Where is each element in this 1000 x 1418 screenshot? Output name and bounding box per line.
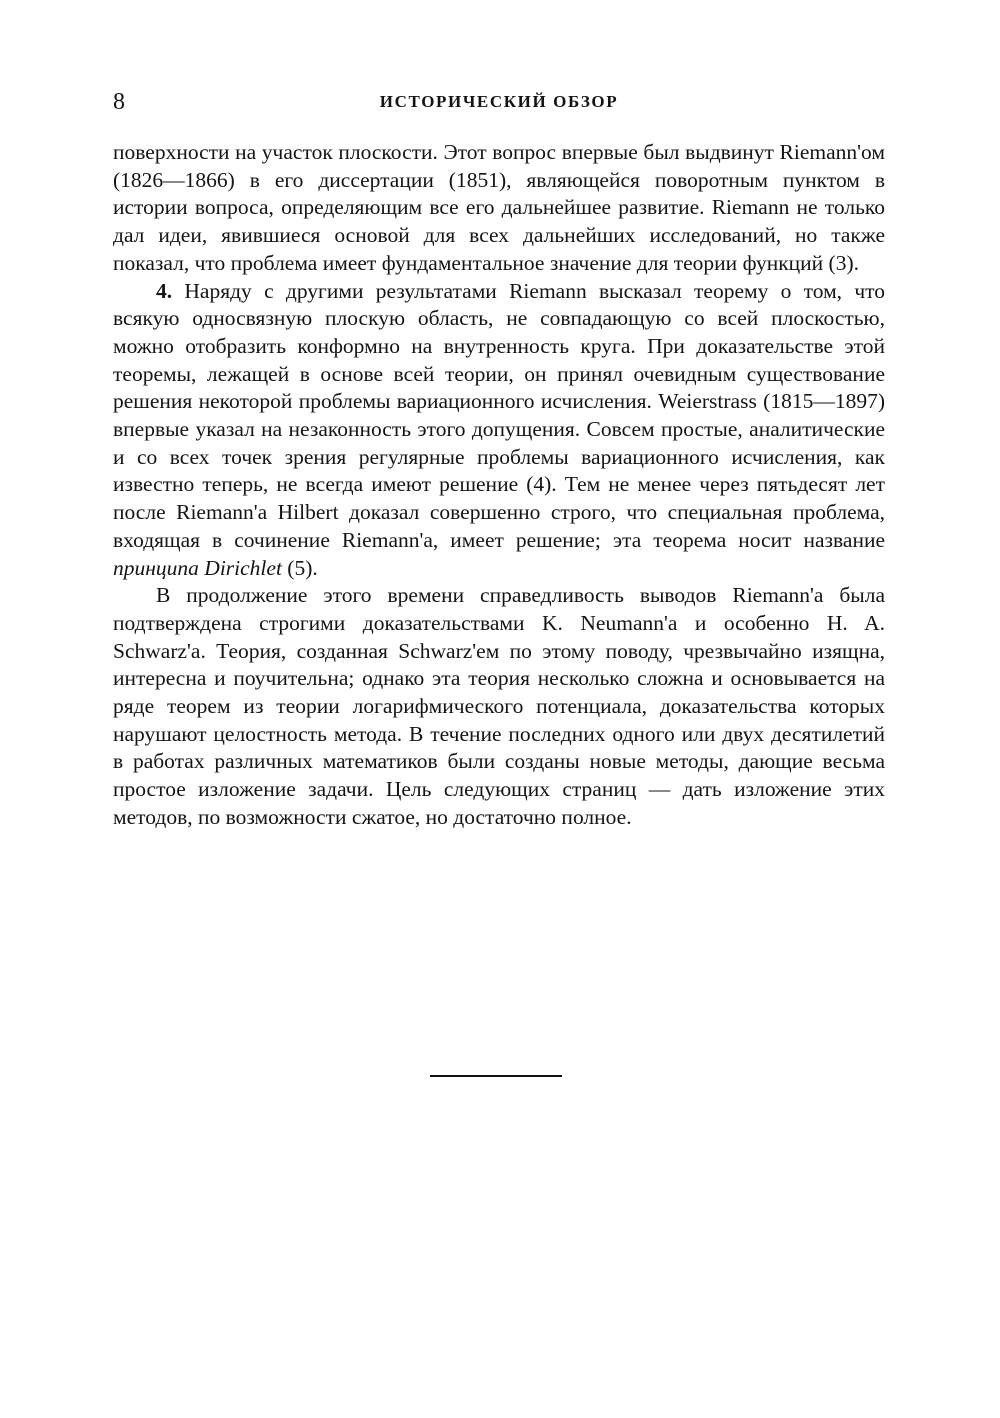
paragraph-history: В продолжение этого времени справедливость выводов Riemann'a была подтверждена строгими доказательствами K. Neumann'a и особенно H. A. Schwarz'a. Теория, созданная Schwarz'ем по этому поводу, чрезвычайно изящна, интересна и поучительна; однако эта теория несколько сложна и основывается на ряде теорем из теории логарифмического потенциала, доказательства которых нарушают целостность метода. В течение последних одного или двух десятилетий в работах различных математиков были созданы новые методы, дающие весьма простое изложение задачи. Цель следующих страниц — дать изложение этих методов, по возможности сжатое, но достаточно полное. [113,583,885,829]
paragraph-number: 4. [156,278,173,303]
section-end-rule [430,1075,562,1077]
page-number: 8 [113,89,125,115]
paragraph-4 [113,278,885,583]
paragraph-text-end: (5). [287,555,318,580]
page-header [113,86,885,118]
paragraph-text: Наряду с другими результатами Riemann высказал теорему о том, что всякую односвязную плоскую область, не совпадающую со всей плоскостью, можно отобразить конформно на внутренность круга. При доказательстве этой теоремы, лежащей в основе всей теории, он принял очевидным существование решения некоторой проблемы вариационного исчисления. Weierstrass (1815—1897) впервые указал на незаконность этого допущения. Совсем простые, аналитические и со всех точек зрения регулярные проблемы вариационного исчисления, как известно теперь, не всегда имеют решение (4). Тем не менее через пятьдесят лет после Riemann'a Hilbert доказал совершенно строго, что специальная проблема, входящая в сочинение Riemann'a, имеет решение; эта теорема носит название [113,278,886,552]
italic-term: принципа Dirichlet [113,555,282,580]
body-text [113,139,885,832]
running-head: ИСТОРИЧЕСКИЙ ОБЗОР [379,92,619,111]
paragraph-continued: поверхности на участок плоскости. Этот вопрос впервые был выдвинут Riemann'ом (1826—1866) в его диссертации (1851), являющейся поворотным пунктом в истории вопроса, определяющим все его дальнейшее развитие. Riemann не только дал идеи, явившиеся основой для всех дальнейших исследований, но также показал, что проблема имеет фундаментальное значение для теории функций (3). [113,140,885,275]
